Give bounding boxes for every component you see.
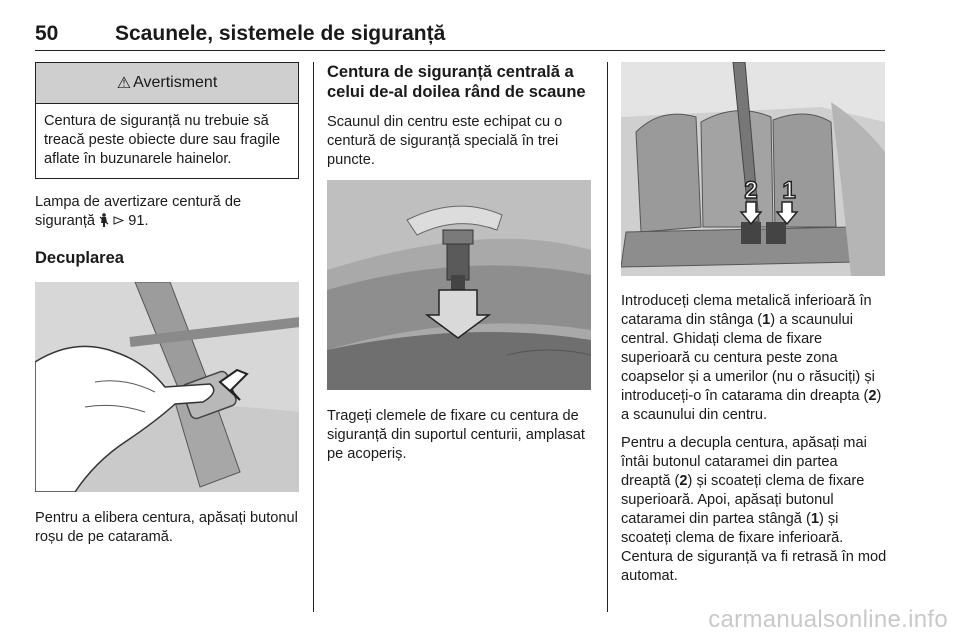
image-label-2: 2	[744, 177, 758, 204]
chapter-title: Scaunele, sistemele de siguranță	[115, 22, 446, 45]
roof-belt-holder-image	[327, 180, 591, 390]
column-divider	[313, 62, 314, 612]
page-header	[35, 22, 885, 51]
rear-seat-buckles-image	[621, 62, 885, 276]
page-number: 50	[35, 22, 59, 45]
warning-header	[36, 63, 298, 104]
section-heading-decuplare: Decuplarea	[35, 249, 124, 267]
insert-instructions: Introduceți clema metalică inferioară în catarama din stânga (1) a scaunului central. Ghidați clema de fixare superioară cu centura peste zona coapselor și a umerilor (nu o răsuciți) și introduceți-o în catarama din dreapta (2) a scaunului din centru.	[621, 293, 882, 423]
warning-title: Avertisment	[133, 74, 218, 91]
page-reference-icon	[113, 213, 128, 229]
roof-caption-block	[327, 407, 591, 464]
lamp-page-ref[interactable]: 91.	[128, 213, 149, 229]
section-heading-center-belt: Centura de siguranță centrală a celui de-al doilea rând de scaune	[327, 63, 586, 101]
lamp-text: Lampa de avertizare centură de siguranță	[35, 194, 242, 229]
roof-caption: Trageți clemele de fixare cu centura de siguranță din suportul centurii, amplasat pe acoperiș.	[327, 408, 585, 462]
seatbelt-icon	[99, 213, 113, 229]
center-belt-intro: Scaunul din centru este echipat cu o centură de siguranță specială în trei puncte.	[327, 114, 563, 168]
buckle-release-image	[35, 282, 299, 492]
release-instructions: Pentru a decupla centura, apăsați mai întâi butonul cataramei din partea dreaptă (2) și scoateți clema de fixare superioară. Apoi, apăsați butonul cataramei din partea stângă (1) și scoateți clema de fixare inferioară. Centura de siguranță va fi retrasă în mod automat.	[621, 435, 887, 584]
column-middle	[327, 62, 591, 170]
lamp-paragraph	[35, 193, 299, 231]
warning-box	[35, 62, 299, 179]
watermark: carmanualsonline.info	[708, 606, 948, 633]
warning-triangle-icon: ⚠	[116, 75, 132, 92]
column-divider	[607, 62, 608, 612]
column-right-text	[621, 292, 889, 586]
buckle-caption: Pentru a elibera centura, apăsați butonul roșu de pe cataramă.	[35, 510, 298, 545]
image-label-1: 1	[782, 177, 796, 204]
warning-text: Centura de siguranță nu trebuie să treacă peste obiecte dure sau fragile aflate în buzunarele hainelor.	[44, 113, 281, 167]
column-left	[35, 62, 299, 268]
buckle-caption-block	[35, 509, 299, 547]
